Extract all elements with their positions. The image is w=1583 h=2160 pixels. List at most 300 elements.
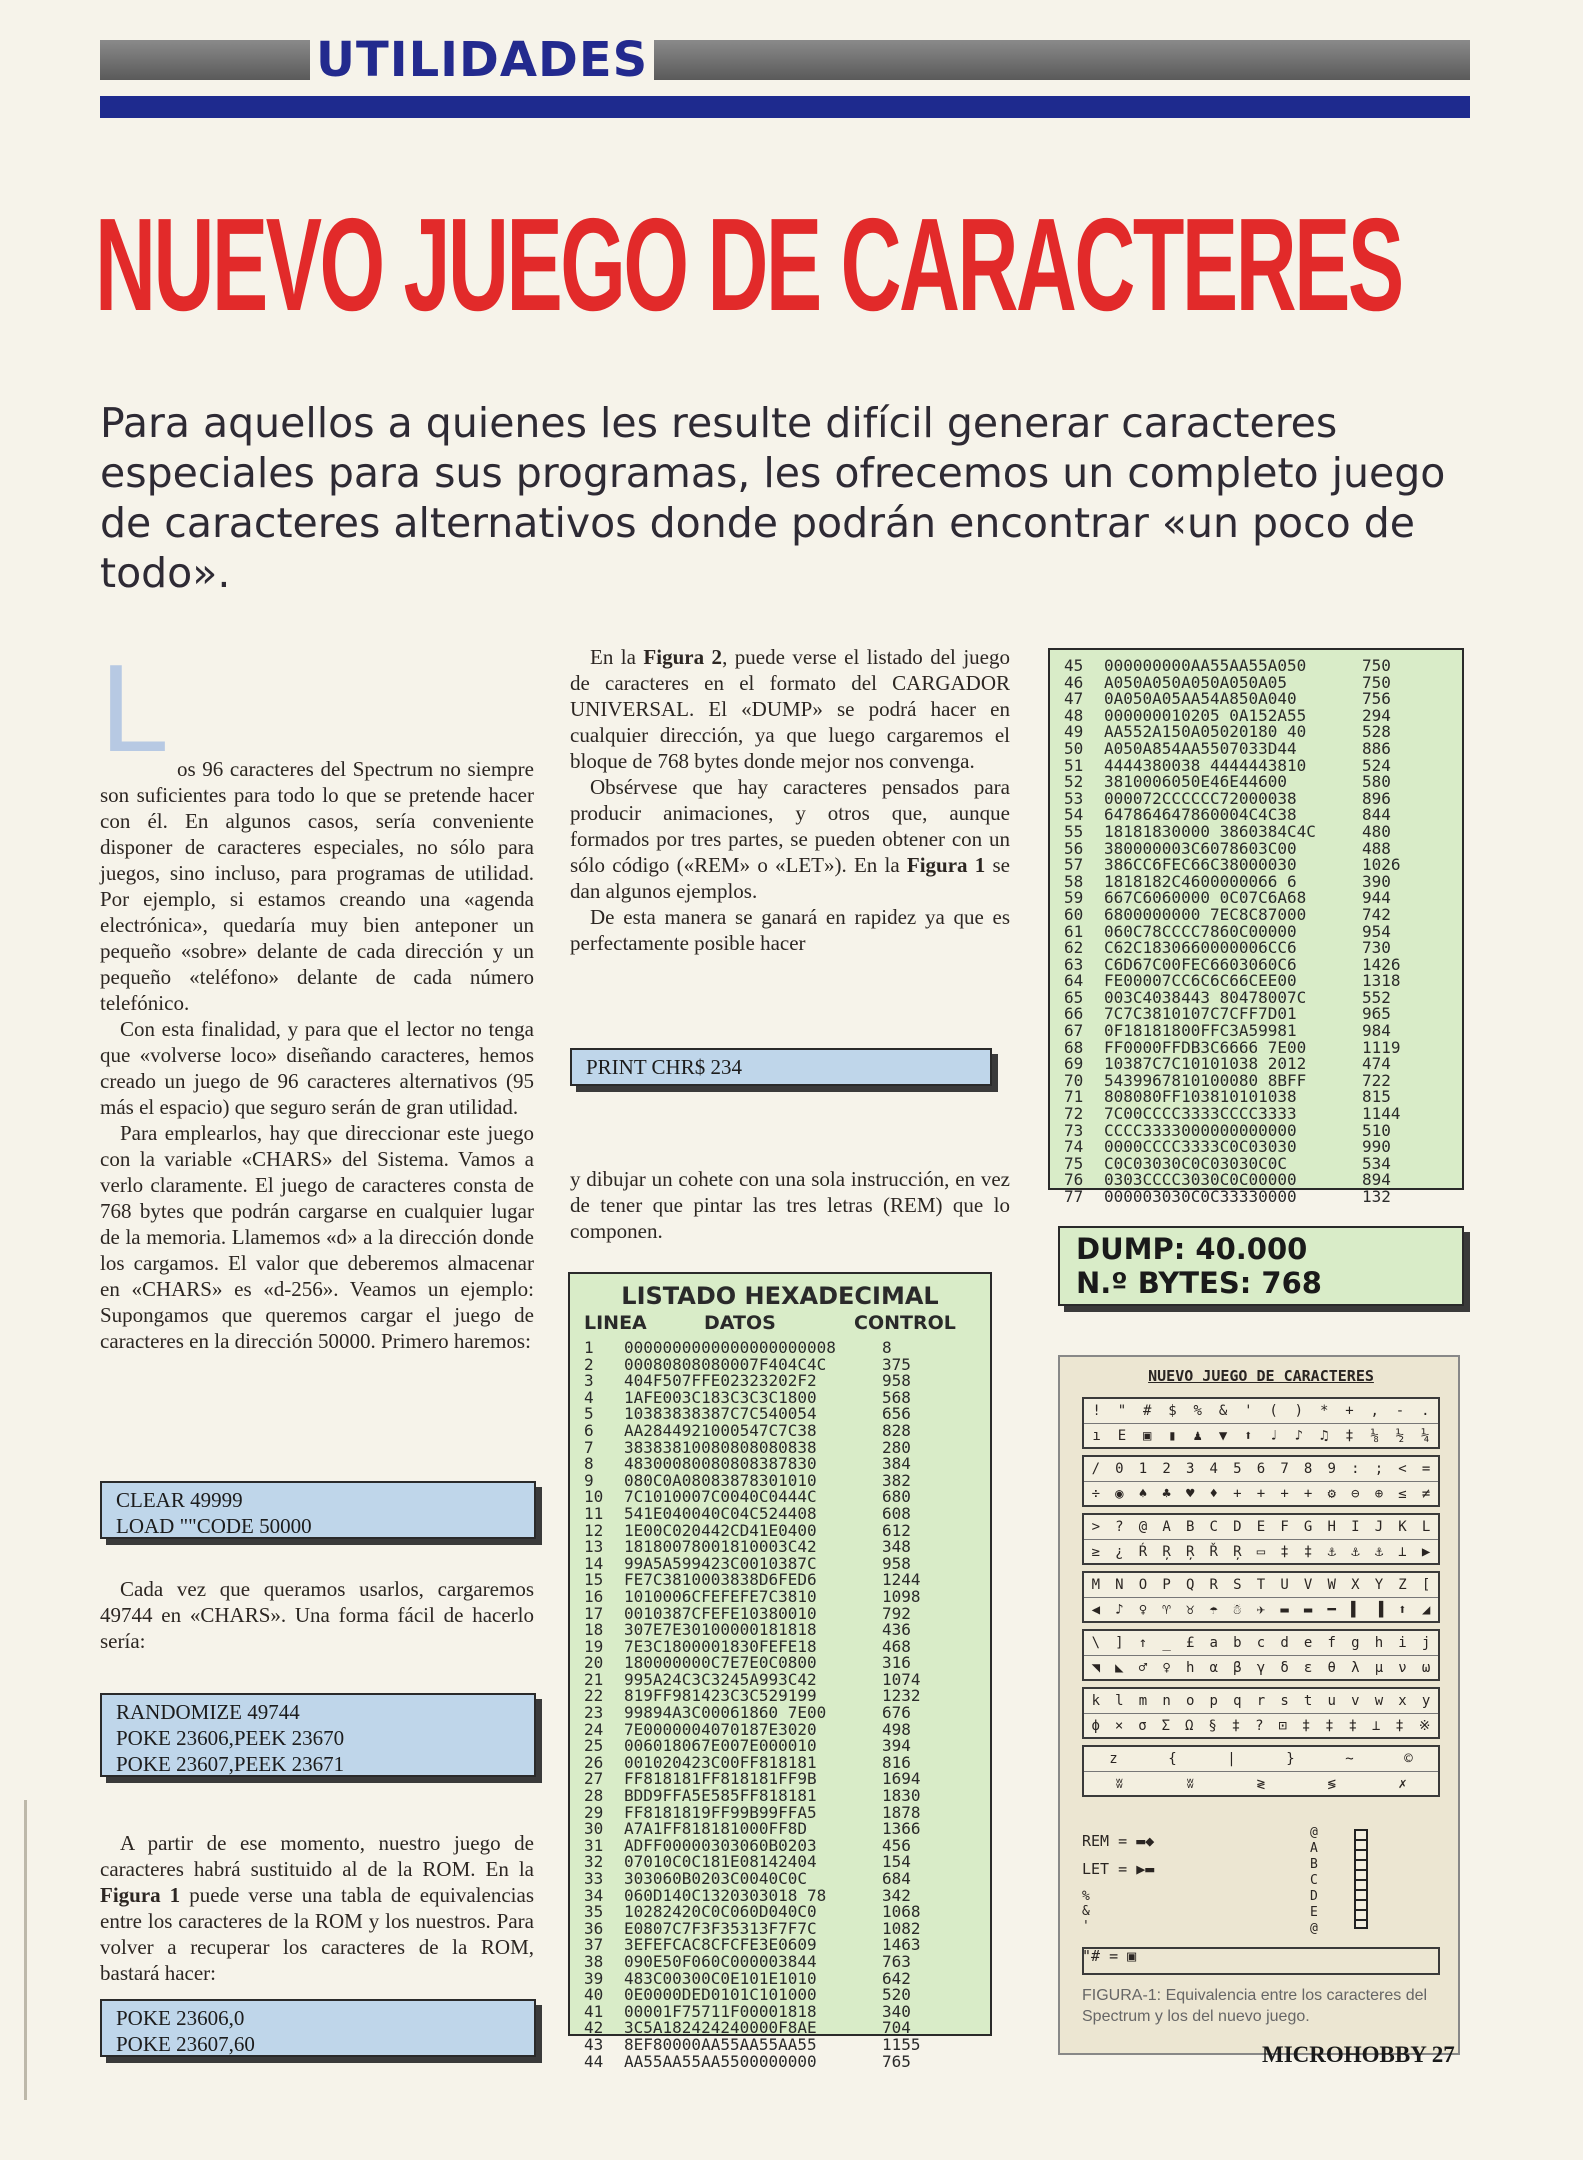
code-line: POKE 23606,0 — [116, 2006, 245, 2030]
hex-data: 180000000C7E7E0C0800 — [624, 1653, 817, 1673]
col1-p5-c: puede verse una tabla de equivalencias entre los caracteres de la ROM y los nuestros. Para volver a recuperar los caracteres de la ROM, bastará hacer: — [100, 1883, 534, 1985]
char-cell: : — [1351, 1461, 1360, 1477]
char-cell: ⊡ — [1278, 1717, 1287, 1734]
checksum: 132 — [1362, 1187, 1391, 1206]
line-number: 21 — [584, 1669, 604, 1689]
hex-data: 10282420C0C060D040C0 — [624, 1902, 817, 1922]
char-cell: £ — [1185, 1635, 1195, 1651]
char-cell: ↑ — [1138, 1635, 1148, 1651]
char-cell: > — [1091, 1519, 1101, 1535]
rom-chars-row — [1084, 1631, 1438, 1655]
char-group — [1082, 1629, 1440, 1681]
char-cell: B — [1185, 1519, 1195, 1535]
char-cell: ⊖ — [1351, 1485, 1360, 1502]
checksum: 568 — [882, 1387, 911, 1407]
checksum: 958 — [882, 1553, 911, 1573]
char-cell: 9 — [1327, 1461, 1336, 1477]
rom-chars-row — [1084, 1515, 1438, 1539]
char-cell: 1 — [1138, 1461, 1148, 1477]
char-cell: + — [1345, 1403, 1354, 1419]
char-cell: < — [1398, 1461, 1407, 1477]
char-cell: % — [1193, 1403, 1202, 1419]
char-cell: U — [1280, 1577, 1289, 1593]
line-number: 20 — [584, 1653, 604, 1673]
rocket-icon: ▬◆ — [1136, 1832, 1155, 1850]
char-cell: ϕ — [1091, 1717, 1100, 1734]
char-cell: Ŗ — [1185, 1543, 1195, 1560]
char-cell: W — [1327, 1577, 1336, 1593]
char-cell: ω — [1421, 1659, 1431, 1676]
line-number: 46 — [1064, 672, 1084, 692]
rem-label: REM — [1082, 1832, 1110, 1850]
hex-data: 0A050A05AA54A850A040 — [1104, 689, 1297, 709]
line-number: 59 — [1064, 888, 1084, 908]
checksum: 642 — [882, 1968, 911, 1988]
char-cell: s — [1280, 1693, 1289, 1709]
char-cell: J — [1374, 1519, 1384, 1535]
char-cell: + — [1233, 1485, 1242, 1502]
char-cell: E — [1117, 1427, 1127, 1444]
figure-frame-bottom — [1082, 1947, 1440, 1975]
line-number: 32 — [584, 1852, 604, 1872]
line-number: 38 — [584, 1951, 604, 1971]
char-cell: N — [1115, 1577, 1124, 1593]
line-number: 47 — [1064, 689, 1084, 709]
hex-data: 386CC6FEC66C38000030 — [1104, 855, 1297, 875]
line-number: 57 — [1064, 855, 1084, 875]
char-cell: f — [1327, 1635, 1336, 1651]
screen-icon: ▣ — [1127, 1947, 1137, 1965]
line-number: 3 — [584, 1371, 594, 1391]
code-line: POKE 23607,PEEK 23671 — [116, 1752, 345, 1776]
char-cell: ? — [1115, 1519, 1124, 1535]
char-group — [1082, 1397, 1440, 1449]
line-number: 2 — [584, 1354, 594, 1374]
char-cell: w — [1374, 1693, 1384, 1709]
char-cell: v — [1351, 1693, 1360, 1709]
hex-data: CCCC3333000000000000 — [1104, 1120, 1297, 1140]
checksum: 684 — [882, 1869, 911, 1888]
hex-data: 00001F75711F00001818 — [624, 2001, 817, 2021]
checksum: 1463 — [882, 1935, 921, 1955]
checksum: 765 — [882, 2051, 911, 2071]
line-number: 63 — [1064, 954, 1084, 974]
col2-p2-a: Obsérvese que hay caracteres pensados para producir animaciones, y otros que, aunque formados por tres partes, se pueden obtener con un sólo código («REM» o «LET»). En la — [570, 775, 1010, 877]
checksum: 280 — [882, 1437, 911, 1457]
rocket-code: & — [1082, 1904, 1090, 1919]
rom-chars-row — [1084, 1747, 1438, 1771]
char-cell: t — [1303, 1693, 1313, 1709]
char-cell: Z — [1398, 1577, 1407, 1593]
checksum: 816 — [882, 1752, 911, 1772]
char-cell: l — [1115, 1693, 1124, 1709]
checksum: 1232 — [882, 1686, 921, 1706]
char-cell: ‡ — [1280, 1543, 1289, 1560]
code-line: POKE 23607,60 — [116, 2032, 255, 2056]
hex-data: FF818181FF818181FF9B — [624, 1769, 817, 1789]
char-cell: ' — [1244, 1403, 1253, 1419]
char-cell: i — [1398, 1635, 1407, 1651]
line-number: 6 — [584, 1420, 594, 1440]
char-cell: ? — [1255, 1717, 1264, 1734]
char-cell: ♪ — [1294, 1427, 1304, 1444]
checksum: 375 — [882, 1354, 911, 1374]
ladder-code: A — [1310, 1841, 1318, 1856]
rom-chars-row — [1084, 1457, 1438, 1481]
char-cell: F — [1280, 1519, 1289, 1535]
header-linea: LINEA — [584, 1312, 647, 1334]
line-number: 55 — [1064, 821, 1084, 841]
char-group — [1082, 1745, 1440, 1797]
char-cell: = — [1421, 1461, 1431, 1477]
code-box-2 — [100, 1693, 536, 1777]
checksum: 1366 — [882, 1819, 921, 1839]
char-cell: ◉ — [1115, 1485, 1124, 1502]
line-number: 75 — [1064, 1153, 1084, 1173]
checksum: 792 — [882, 1603, 911, 1623]
char-cell: | — [1227, 1751, 1236, 1767]
char-cell: - — [1395, 1403, 1405, 1419]
hex-data: FE00007CC6C6C66CEE00 — [1104, 971, 1297, 991]
char-cell: θ — [1327, 1659, 1336, 1676]
char-cell: ♠ — [1138, 1485, 1148, 1502]
line-number: 18 — [584, 1620, 604, 1640]
char-cell: γ — [1256, 1659, 1266, 1676]
line-number: 13 — [584, 1537, 604, 1557]
char-cell: σ — [1138, 1717, 1147, 1734]
column-2b — [570, 1166, 1010, 1244]
checksum: 474 — [1362, 1054, 1391, 1074]
char-cell: ✈ — [1256, 1601, 1266, 1618]
checksum: 468 — [882, 1636, 911, 1656]
char-cell: ▐ — [1374, 1601, 1384, 1618]
char-cell: Q — [1185, 1577, 1195, 1593]
char-cell: ! — [1092, 1403, 1101, 1419]
line-number: 42 — [584, 2018, 604, 2038]
hex-data: 0010387CFEFE10380010 — [624, 1603, 817, 1623]
char-cell: Y — [1374, 1577, 1384, 1593]
col2-p2-c: se dan algunos ejemplos. — [570, 853, 1010, 903]
char-cell: ⚓ — [1374, 1543, 1384, 1560]
checksum: 390 — [1362, 871, 1391, 891]
char-cell: ☂ — [1209, 1601, 1218, 1618]
char-cell: ı — [1092, 1427, 1101, 1444]
char-cell: * — [1319, 1403, 1329, 1419]
char-cell: e — [1303, 1635, 1313, 1651]
page-edge — [24, 1800, 27, 2100]
char-cell: ≠ — [1421, 1485, 1431, 1502]
char-cell: M — [1091, 1577, 1101, 1593]
char-cell: z — [1109, 1751, 1118, 1767]
line-number: 25 — [584, 1736, 604, 1756]
checksum: 580 — [1362, 772, 1391, 792]
hex-data: 5439967810100080 8BFF — [1104, 1070, 1307, 1090]
char-cell: h — [1185, 1659, 1195, 1676]
char-cell: n — [1162, 1693, 1171, 1709]
char-cell: ‡ — [1303, 1543, 1313, 1560]
checksum: 394 — [882, 1736, 911, 1756]
hex-data: 000003030C0C33330000 — [1104, 1187, 1297, 1206]
rom-chars-row — [1084, 1689, 1438, 1713]
char-cell: @ — [1138, 1519, 1148, 1535]
char-cell: ≤ — [1398, 1485, 1407, 1502]
char-cell: ◥ — [1091, 1659, 1101, 1676]
line-number: 37 — [584, 1935, 604, 1955]
blue-rule — [100, 96, 1470, 118]
ladder-code: @ — [1310, 1921, 1318, 1936]
checksum: 316 — [882, 1653, 911, 1673]
hex-data: A050A050A050A050A05 — [1104, 672, 1288, 692]
checksum: 1830 — [882, 1786, 921, 1806]
char-cell: p — [1209, 1693, 1218, 1709]
char-cell: 8 — [1303, 1461, 1313, 1477]
char-group — [1082, 1687, 1440, 1739]
char-cell: ☃ — [1233, 1601, 1242, 1618]
checksum: 154 — [882, 1852, 911, 1872]
line-number: 71 — [1064, 1087, 1084, 1107]
char-cell: d — [1280, 1635, 1289, 1651]
hex-data: AA552A150A05020180 40 — [1104, 722, 1307, 742]
hex-data: 000072CCCCCC72000038 — [1104, 788, 1297, 808]
char-cell: ▼ — [1218, 1427, 1228, 1444]
line-number: 74 — [1064, 1137, 1084, 1157]
char-cell: α — [1209, 1659, 1218, 1676]
char-cell: x — [1398, 1693, 1407, 1709]
char-cell: ♂ — [1138, 1659, 1148, 1676]
char-cell: ♈ — [1162, 1601, 1171, 1618]
line-number: 16 — [584, 1586, 604, 1606]
char-cell: E — [1256, 1519, 1266, 1535]
checksum: 520 — [882, 1985, 911, 2005]
hex-data: 0E0000DED0101C101000 — [624, 1985, 817, 2005]
col2-paragraph-3: De esta manera se ganará en rapidez ya que es perfectamente posible hacer — [570, 905, 1010, 955]
line-number: 33 — [584, 1869, 604, 1888]
figure-caption: FIGURA-1: Equivalencia entre los caracteres del Spectrum y los del nuevo juego. — [1082, 1987, 1428, 2025]
line-number: 22 — [584, 1686, 604, 1706]
new-chars-row — [1084, 1539, 1438, 1563]
rocket-code: % — [1082, 1889, 1090, 1904]
hex-data: 7C1010007C0040C0444C — [624, 1487, 817, 1507]
char-cell: β — [1233, 1659, 1242, 1676]
line-number: 44 — [584, 2051, 604, 2071]
col1-paragraph-1: os 96 caracteres del Spectrum no siempre son suficientes para todo lo que se pretende hacer con él. En algunos casos, sería conveniente disponer de caracteres especiales, no sólo para juegos, sino incluso, para programas de utilidad. Por ejemplo, si estamos creando una «agenda electrónica», quedaría muy bien anteponer un pequeño «sobre» delante de cada dirección y un pequeño «teléfono» delante de cada número telefónico. — [100, 757, 534, 1015]
char-cell: X — [1351, 1577, 1360, 1593]
checksum: 1026 — [1362, 855, 1401, 875]
checksum: 954 — [1362, 921, 1391, 941]
code-line: RANDOMIZE 49744 — [116, 1700, 300, 1724]
char-cell: ‡ — [1348, 1717, 1358, 1734]
checksum: 1694 — [882, 1769, 921, 1789]
char-cell: $ — [1168, 1403, 1177, 1419]
listing-row — [584, 2051, 990, 2071]
new-chars-row — [1084, 1655, 1438, 1679]
header-datos: DATOS — [704, 1312, 776, 1334]
line-number: 35 — [584, 1902, 604, 1922]
char-cell: } — [1286, 1751, 1295, 1767]
char-cell: V — [1303, 1577, 1313, 1593]
hex-data: 1E00C020442CD41E0400 — [624, 1520, 817, 1540]
hex-data: 0000000000000000000008 — [624, 1338, 836, 1357]
char-cell: ε — [1303, 1659, 1313, 1676]
line-number: 66 — [1064, 1004, 1084, 1024]
checksum: 1318 — [1362, 971, 1401, 991]
char-cell: ν — [1398, 1659, 1407, 1676]
hex-data: 819FF981423C3C529199 — [624, 1686, 817, 1706]
char-cell: ※ — [1418, 1717, 1431, 1734]
column-2 — [570, 644, 1010, 956]
col1-paragraph-3: Para emplearlos, hay que direccionar este juego con la variable «CHARS» del Sistema. Vamos a verlo claramente. El juego de caracteres consta de 768 bytes que podrán cargarse en cualquier lugar de la memoria. Llamemos «d» a la dirección donde los cargamos. El valor que deberemos almacenar en «CHARS» es «d-256». Veamos un ejemplo: Supongamos que queremos cargar el juego de caracteres en la dirección 50000. Primero haremos: — [100, 1121, 534, 1353]
char-cell: C — [1209, 1519, 1218, 1535]
char-cell: ✗ — [1398, 1775, 1407, 1792]
column-1 — [100, 640, 534, 1354]
hex-data: AA2844921000547C7C38 — [624, 1420, 817, 1440]
hex-data: 8EF80000AA55AA55AA55 — [624, 2034, 817, 2054]
listing-row — [1064, 904, 1462, 924]
checksum: 456 — [882, 1835, 911, 1855]
line-number: 72 — [1064, 1104, 1084, 1124]
checksum: 1074 — [882, 1669, 921, 1689]
line-number: 69 — [1064, 1054, 1084, 1074]
line-number: 77 — [1064, 1187, 1084, 1206]
checksum: 348 — [882, 1537, 911, 1557]
char-cell: 0 — [1115, 1461, 1124, 1477]
char-cell: y — [1421, 1693, 1431, 1709]
hex-listing-2 — [1048, 648, 1464, 1206]
checksum: 1426 — [1362, 954, 1401, 974]
char-cell: ⚓ — [1327, 1543, 1336, 1560]
checksum: 1144 — [1362, 1104, 1401, 1124]
hex-data: 1AFE003C183C3C3C1800 — [624, 1387, 817, 1407]
checksum: 984 — [1362, 1021, 1391, 1041]
hex-data: 3EFEFCAC8CFCFE3E0609 — [624, 1935, 817, 1955]
char-cell: ♟ — [1193, 1427, 1202, 1444]
ladder-code: D — [1310, 1889, 1318, 1904]
line-number: 7 — [584, 1437, 594, 1457]
line-number: 49 — [1064, 722, 1084, 742]
char-cell: ‡ — [1345, 1427, 1354, 1444]
char-cell: k — [1091, 1693, 1101, 1709]
hex-data: 0000CCCC3333C0C03030 — [1104, 1137, 1297, 1157]
checksum: 656 — [882, 1404, 911, 1424]
eq-sign: = — [1118, 1832, 1128, 1850]
char-cell: j — [1421, 1635, 1431, 1651]
col1-paragraph-2: Con esta finalidad, y para que el lector no tenga que «volverse loco» diseñando caracteres, hemos creado un juego de 96 caracteres alternativos (95 más el espacio) que seguro serán de gran utilidad. — [100, 1017, 534, 1119]
char-cell: ◢ — [1421, 1601, 1431, 1618]
checksum: 844 — [1362, 805, 1391, 825]
checksum: 756 — [1362, 689, 1391, 709]
checksum: 763 — [882, 1951, 911, 1971]
line-number: 41 — [584, 2001, 604, 2021]
line-number: 67 — [1064, 1021, 1084, 1041]
col2-p1-a: En la — [590, 645, 644, 669]
line-number: 34 — [584, 1885, 604, 1905]
checksum: 510 — [1362, 1120, 1391, 1140]
checksum: 382 — [882, 1470, 911, 1490]
char-cell: g — [1351, 1635, 1360, 1651]
dump-address: DUMP: 40.000 — [1076, 1232, 1308, 1266]
hex-data: A050A854AA5507033D44 — [1104, 738, 1297, 758]
code-line: LOAD ""CODE 50000 — [116, 1514, 312, 1538]
article-title: NUEVO JUEGO DE CARACTERES — [95, 191, 1402, 338]
char-group — [1082, 1571, 1440, 1623]
hex-data: FE7C3810003838D6FED6 — [624, 1570, 817, 1590]
char-cell: ½ — [1395, 1427, 1405, 1444]
checksum: 534 — [1362, 1153, 1391, 1173]
line-number: 24 — [584, 1719, 604, 1739]
hex-data: 483C00300C0E101E1010 — [624, 1968, 817, 1988]
char-cell: I — [1351, 1519, 1360, 1535]
checksum: 8 — [882, 1338, 892, 1357]
listing-row — [1064, 1189, 1462, 1206]
char-cell: ‡ — [1325, 1717, 1334, 1734]
char-cell: ⬆ — [1398, 1601, 1407, 1618]
char-cell: " — [1117, 1403, 1127, 1419]
hex-data: 060C78CCCC7860C00000 — [1104, 921, 1297, 941]
char-cell: Ŕ — [1138, 1543, 1148, 1560]
char-cell: Ŗ — [1233, 1543, 1242, 1560]
checksum: 1878 — [882, 1802, 921, 1822]
char-cell: ♣ — [1162, 1485, 1171, 1502]
checksum: 384 — [882, 1454, 911, 1474]
checksum: 815 — [1362, 1087, 1391, 1107]
hex-data: 48300080080808387830 — [624, 1454, 817, 1474]
eq-sign: = — [1118, 1860, 1128, 1878]
checksum: 828 — [882, 1420, 911, 1440]
char-cell: ⊥ — [1398, 1543, 1407, 1560]
hex-data: 99A5A599423C0010387C — [624, 1553, 817, 1573]
char-cell: 3 — [1185, 1461, 1195, 1477]
char-cell: Ř — [1209, 1543, 1218, 1560]
line-number: 28 — [584, 1786, 604, 1806]
col2-paragraph-4: y dibujar un cohete con una sola instrucción, en vez de tener que pintar las tres letras (REM) que lo componen. — [570, 1167, 1010, 1243]
line-number: 56 — [1064, 838, 1084, 858]
char-cell: ʬ — [1185, 1775, 1195, 1792]
line-number: 9 — [584, 1470, 594, 1490]
ladder-code: E — [1310, 1905, 1318, 1920]
char-cell: _ — [1162, 1635, 1171, 1651]
char-cell: Σ — [1161, 1717, 1171, 1734]
char-cell: c — [1256, 1635, 1266, 1651]
column-1c — [100, 1830, 534, 1986]
char-cell: K — [1398, 1519, 1407, 1535]
article-lede: Para aquellos a quienes les resulte difícil generar caracteres especiales para sus programas, les ofrecemos un completo juego de caracteres alternativos donde podrán encontrar «un poco de todo». — [100, 399, 1446, 597]
hex-data: 000000010205 0A152A55 — [1104, 705, 1307, 725]
line-number: 31 — [584, 1835, 604, 1855]
figure-1 — [1058, 1355, 1460, 2055]
char-cell: μ — [1374, 1659, 1384, 1676]
listing-title: LISTADO HEXADECIMAL — [621, 1282, 939, 1310]
char-cell: ‡ — [1231, 1717, 1241, 1734]
line-number: 58 — [1064, 871, 1084, 891]
ladder-code: @ — [1310, 1825, 1318, 1840]
new-chars-row — [1084, 1597, 1438, 1621]
char-cell: ♥ — [1185, 1485, 1195, 1502]
char-group — [1082, 1513, 1440, 1565]
checksum: 340 — [882, 2001, 911, 2021]
col1-p5-a: A partir de ese momento, nuestro juego de caracteres habrá sustituido al de la ROM. En la — [100, 1831, 534, 1881]
new-chars-row — [1084, 1713, 1438, 1737]
line-number: 39 — [584, 1968, 604, 1988]
listing-header — [584, 1312, 990, 1334]
char-cell: S — [1233, 1577, 1242, 1593]
char-cell: ▭ — [1256, 1543, 1266, 1560]
hex-data: 307E7E30100000181818 — [624, 1620, 817, 1640]
checksum: 294 — [1362, 705, 1391, 725]
checksum: 1119 — [1362, 1037, 1401, 1057]
checksum: 676 — [882, 1703, 911, 1723]
hex-data: C62C1830660000006CC6 — [1104, 938, 1297, 958]
line-number: 45 — [1064, 656, 1084, 675]
